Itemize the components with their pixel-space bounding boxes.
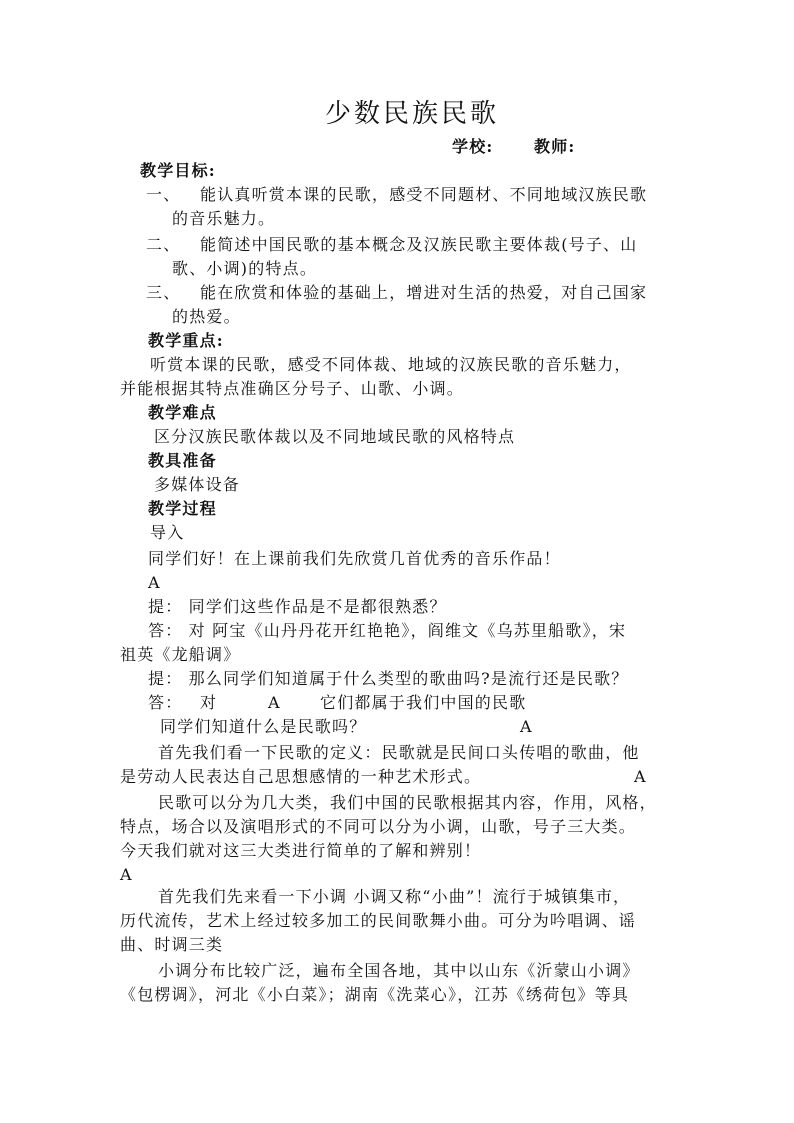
process-greeting: 同学们好！在上课前我们先欣赏几首优秀的音乐作品！ <box>148 549 561 568</box>
difficulties-line-1: 区分汉族民歌体裁以及不同地域民歌的风格特点 <box>154 427 516 446</box>
document-title: 少数民族民歌 <box>324 99 499 129</box>
key-points-heading: 教学重点: <box>148 331 224 350</box>
objective-2-line-2: 歌、小调)的特点。 <box>172 259 318 278</box>
xiaodiao-line-1: 首先我们先来看一下小调 小调又称“小曲”！流行于城镇集市， <box>158 887 631 906</box>
objective-1-line-1: 能认真听赏本课的民歌，感受不同题材、不同地域汉族民歌 <box>200 185 648 204</box>
difficulties-heading: 教学难点 <box>148 403 217 422</box>
answer-1-line-2: 祖英《龙船调》 <box>120 645 241 664</box>
key-points-line-1: 听赏本课的民歌，感受不同体裁、地域的汉族民歌的音乐魅力， <box>150 355 632 374</box>
definition-line-2: 是劳动人民表达自己思想感情的一种艺术形式。 <box>120 767 482 786</box>
process-heading: 教学过程 <box>148 499 217 518</box>
materials-heading: 教具准备 <box>148 451 217 470</box>
marker-a: A <box>148 573 161 592</box>
answer-2-yes: 对 <box>200 693 218 712</box>
category-line-1: 民歌可以分为几大类，我们中国的民歌根据其内容，作用，风格， <box>158 793 657 812</box>
question-2: 提： 那么同学们知道属于什么类型的歌曲吗?是流行还是民歌？ <box>148 669 629 688</box>
question-3: 同学们知道什么是民歌吗？ <box>160 717 367 736</box>
answer-2-marker-a: A <box>268 693 281 712</box>
teacher-label: 教师: <box>534 137 576 156</box>
materials-line-1: 多媒体设备 <box>154 475 241 494</box>
category-line-2: 特点，场合以及演唱形式的不同可以分为小调，山歌，号子三大类。 <box>120 817 637 836</box>
school-label: 学校: <box>452 137 494 156</box>
objective-3-number: 三、 <box>146 283 181 302</box>
category-line-3: 今天我们就对这三大类进行简单的了解和辨别！ <box>120 841 482 860</box>
answer-2-label: 答： <box>148 693 183 712</box>
distribution-line-2: 《包楞调》，河北《小白菜》；湖南《洗菜心》，江苏《绣荷包》等具 <box>120 985 630 1004</box>
objectives-heading: 教学目标: <box>140 161 216 180</box>
definition-line-1: 首先我们看一下民歌的定义：民歌就是民间口头传唱的歌曲，他 <box>158 743 640 762</box>
objective-2-number: 二、 <box>146 235 181 254</box>
answer-2-text: 它们都属于我们中国的民歌 <box>320 693 527 712</box>
distribution-line-1: 小调分布比较广泛，遍布全国各地，其中以山东《沂蒙山小调》 <box>158 961 640 980</box>
process-intro: 导入 <box>150 523 185 542</box>
question-1: 提： 同学们这些作品是不是都很熟悉？ <box>148 597 447 616</box>
xiaodiao-line-3: 曲、时调三类 <box>120 935 224 954</box>
xiaodiao-line-2: 历代流传，艺术上经过较多加工的民间歌舞小曲。可分为吟唱调、谣 <box>120 911 637 930</box>
objective-1-line-2: 的音乐魅力。 <box>172 209 276 228</box>
objective-1-number: 一、 <box>146 185 181 204</box>
question-3-marker-a: A <box>520 717 533 736</box>
answer-1-line-1: 答： 对 阿宝《山丹丹花开红艳艳》，阎维文《乌苏里船歌》，宋 <box>148 621 627 640</box>
definition-marker-a: A <box>634 767 647 786</box>
objective-3-line-2: 的热爱。 <box>172 307 241 326</box>
objective-2-line-1: 能简述中国民歌的基本概念及汉族民歌主要体裁(号子、山 <box>200 235 638 254</box>
key-points-line-2: 并能根据其特点准确区分号子、山歌、小调。 <box>120 379 465 398</box>
objective-3-line-1: 能在欣赏和体验的基础上，增进对生活的热爱，对自己国家 <box>200 283 648 302</box>
category-marker-a: A <box>120 865 133 884</box>
